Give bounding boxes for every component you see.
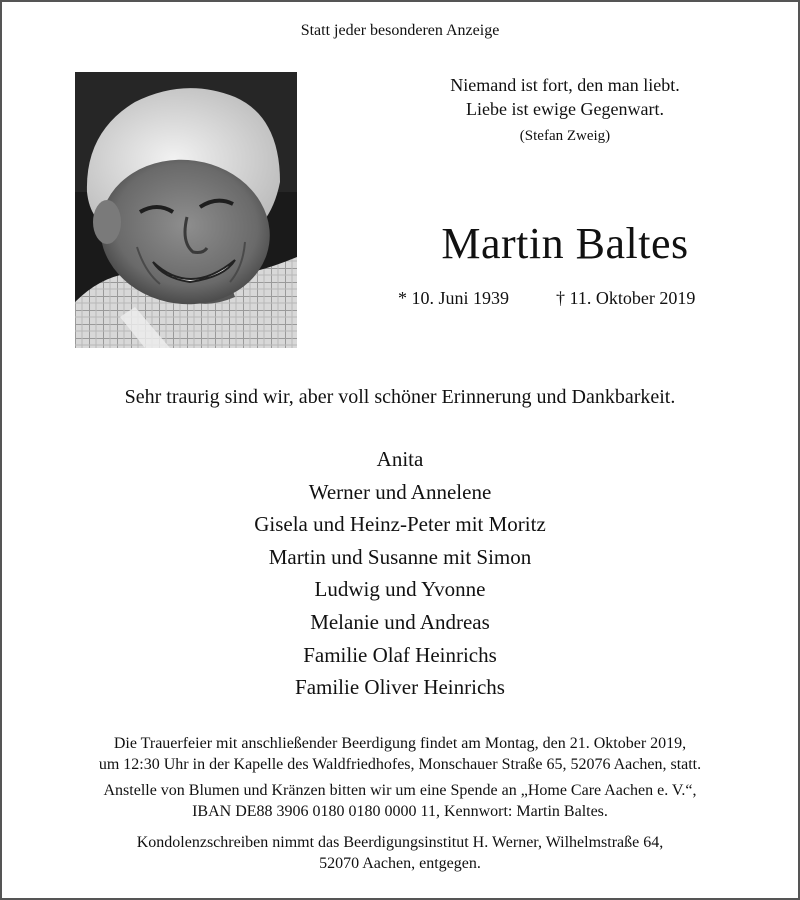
donation-notice-line: Anstelle von Blumen und Kränzen bitten wir um eine Spende an „Home Care Aachen e. V.“, xyxy=(103,782,697,799)
mourner-name: Martin und Susanne mit Simon xyxy=(268,544,532,569)
death-date: † 11. Oktober 2019 xyxy=(556,288,696,308)
mourner-name: Familie Oliver Heinrichs xyxy=(295,675,505,700)
mourner-name: Gisela und Heinz-Peter mit Moritz xyxy=(254,512,546,537)
funeral-notice xyxy=(0,733,800,775)
funeral-notice-line: Die Trauerfeier mit anschließender Beerdigung findet am Montag, den 21. Oktober 2019, xyxy=(113,735,687,752)
mourner-name: Melanie und Andreas xyxy=(310,609,490,634)
quote-line-1: Niemand ist fort, den man liebt. xyxy=(450,75,680,95)
tagline: Sehr traurig sind wir, aber voll schöner Erinnerung und Dankbarkeit. xyxy=(124,386,676,408)
condolence-notice xyxy=(0,832,800,874)
header-line: Statt jeder besonderen Anzeige xyxy=(300,22,500,39)
donation-notice-line: IBAN DE88 3906 0180 0180 0000 11, Kennwort: Martin Baltes. xyxy=(192,803,608,820)
donation-notice xyxy=(0,780,800,822)
portrait-photo xyxy=(75,72,297,348)
quote-line-2: Liebe ist ewige Gegenwart. xyxy=(466,99,664,119)
funeral-notice-line: um 12:30 Uhr in der Kapelle des Waldfriedhofes, Monschauer Straße 65, 52076 Aachen, statt. xyxy=(98,756,702,773)
mourner-list xyxy=(0,443,800,704)
mourner-name: Werner und Annelene xyxy=(308,479,492,504)
deceased-name: Martin Baltes xyxy=(441,219,689,268)
birth-date: * 10. Juni 1939 xyxy=(398,288,510,308)
mourner-name: Anita xyxy=(376,447,424,471)
quote-author: (Stefan Zweig) xyxy=(519,128,611,144)
mourner-name: Ludwig und Yvonne xyxy=(314,577,486,602)
condolence-notice-line: 52070 Aachen, entgegen. xyxy=(319,855,481,872)
mourner-name: Familie Olaf Heinrichs xyxy=(303,642,497,667)
condolence-notice-line: Kondolenzschreiben nimmt das Beerdigungsinstitut H. Werner, Wilhelmstraße 64, xyxy=(136,834,664,851)
